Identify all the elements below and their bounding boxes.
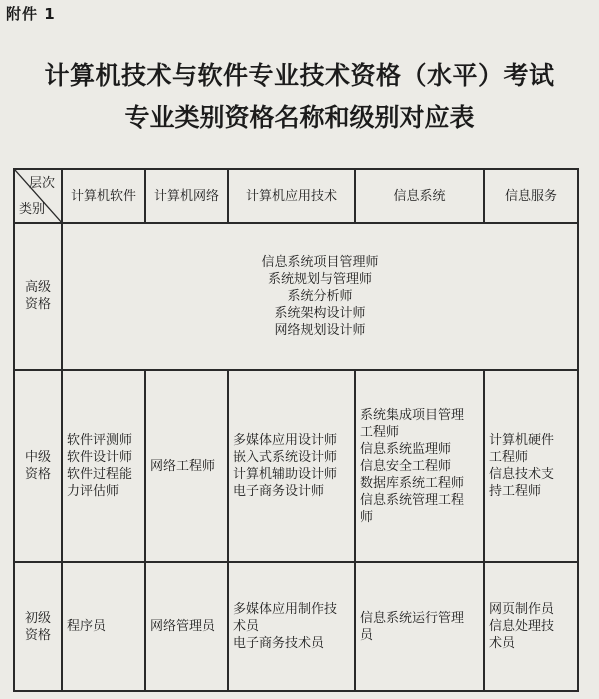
header-cell-software: 计算机软件 [62, 169, 145, 223]
row-label-senior: 高级 资格 [14, 223, 62, 370]
table-row-senior [14, 223, 578, 370]
senior-merged-cell [62, 223, 578, 370]
header-cell-info-system: 信息系统 [355, 169, 484, 223]
attachment-label: 附件 1 [6, 5, 56, 23]
row-label-junior: 初级 资格 [14, 562, 62, 691]
list-item: 系统架构设计师 [274, 305, 366, 321]
corner-level-label: 层次 [28, 176, 55, 191]
cell-info-service-intermediate: 计算机硬件 工程师 信息技术支 持工程师 [484, 370, 578, 563]
cell-info-system-intermediate: 系统集成项目管理 工程师 信息系统监理师 信息安全工程师 数据库系统工程师 信息系统管理工程 师 [355, 370, 484, 563]
header-row [14, 169, 578, 223]
cell-info-system-junior: 信息系统运行管理 员 [355, 562, 484, 691]
cell-application-intermediate: 多媒体应用设计师 嵌入式系统设计师 计算机辅助设计师 电子商务设计师 [228, 370, 355, 563]
header-cell-application: 计算机应用技术 [228, 169, 355, 223]
cell-network-intermediate: 网络工程师 [145, 370, 228, 563]
cell-software-intermediate: 软件评测师 软件设计师 软件过程能 力评估师 [62, 370, 145, 563]
cell-application-junior: 多媒体应用制作技 术员 电子商务技术员 [228, 562, 355, 691]
document-subtitle: 专业类别资格名称和级别对应表 [124, 103, 475, 132]
list-item: 信息系统项目管理师 [261, 254, 379, 270]
table-row-junior [14, 562, 578, 691]
cell-network-junior: 网络管理员 [145, 562, 228, 691]
header-cell-info-service: 信息服务 [484, 169, 578, 223]
row-label-intermediate: 中级 资格 [14, 370, 62, 563]
corner-header-cell [14, 169, 62, 223]
list-item: 系统分析师 [287, 288, 353, 304]
list-item: 系统规划与管理师 [267, 271, 372, 287]
qualification-table [13, 168, 579, 692]
cell-info-service-junior: 网页制作员 信息处理技 术员 [484, 562, 578, 691]
header-cell-network: 计算机网络 [145, 169, 228, 223]
table-row-intermediate [14, 370, 578, 563]
corner-category-label: 类别 [19, 202, 46, 218]
list-item: 网络规划设计师 [274, 322, 366, 338]
cell-software-junior: 程序员 [62, 562, 145, 691]
document-title: 计算机技术与软件专业技术资格（水平）考试 [44, 61, 555, 90]
